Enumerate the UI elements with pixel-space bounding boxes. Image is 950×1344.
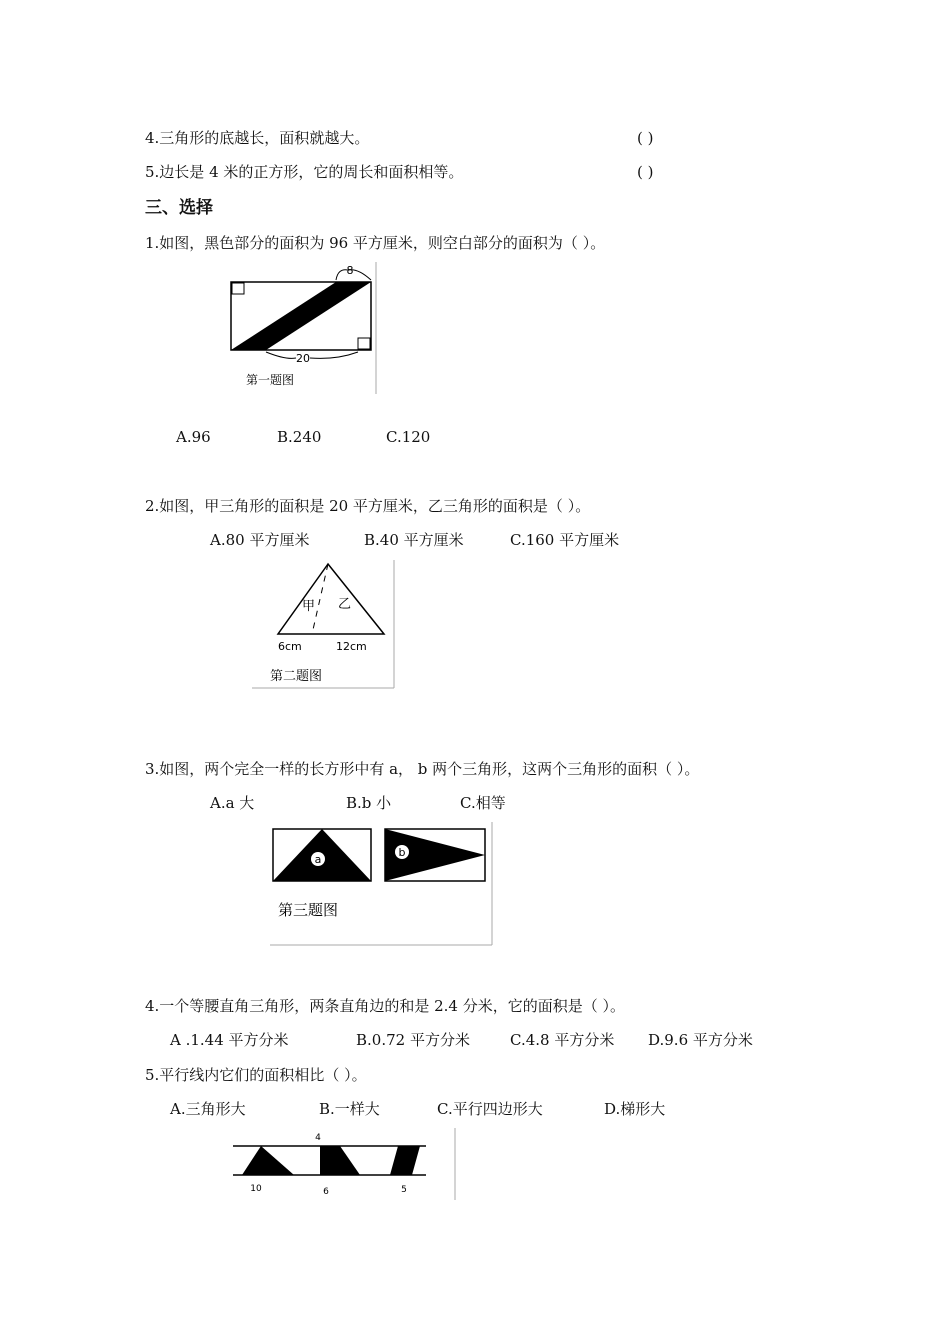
q5-stem: 5.平行线内它们的面积相比（ ）。 [145,1066,367,1084]
q2-option-c[interactable]: C.160 平方厘米 [510,531,620,549]
judgment-item-4-answer-blank[interactable]: ( ) [637,129,654,147]
q2-option-b[interactable]: B.40 平方厘米 [364,531,464,549]
q5-parallelogram-label: 5 [401,1185,407,1195]
q3-stem: 3.如图，两个完全一样的长方形中有 a， b 两个三角形，这两个三角形的面积（ ）。 [145,760,700,778]
q2-label-jia: 甲 [302,599,316,614]
q5-option-a[interactable]: A.三角形大 [170,1100,246,1118]
q5-triangle-label: 10 [250,1184,262,1194]
q3-option-a[interactable]: A.a 大 [210,794,255,812]
q5-triangle [242,1146,294,1175]
q1-top-label: 8 [346,264,354,277]
q3-option-b[interactable]: B.b 小 [346,794,392,812]
q4-option-d[interactable]: D.9.6 平方分米 [648,1031,753,1049]
q2-stem: 2.如图，甲三角形的面积是 20 平方厘米，乙三角形的面积是（ ）。 [145,497,591,515]
q3-figure [268,822,494,947]
q4-stem: 4.一个等腰直角三角形，两条直角边的和是 2.4 分米，它的面积是（ ）。 [145,997,625,1015]
judgment-item-5-answer-blank[interactable]: ( ) [637,163,654,181]
q1-figure-caption: 第一题图 [246,373,295,387]
judgment-item-4: 4.三角形的底越长，面积就越大。 [145,129,370,147]
judgment-item-5: 5.边长是 4 米的正方形，它的周长和面积相等。 [145,163,464,181]
q3-label-a: a [314,853,322,866]
q2-figure [250,560,396,690]
q2-right-base-label: 12cm [336,640,367,653]
q4-option-c[interactable]: C.4.8 平方分米 [510,1031,615,1049]
q1-bottom-brace [266,352,358,358]
q5-option-c[interactable]: C.平行四边形大 [437,1100,543,1118]
q5-trapezoid-label: 6 [323,1187,329,1197]
q3-option-c[interactable]: C.相等 [460,794,506,812]
q5-trapezoid [320,1146,360,1175]
q1-right-angle-mark-top [232,283,244,294]
q5-option-d[interactable]: D.梯形大 [604,1100,666,1118]
q2-figure-caption: 第二题图 [270,669,323,684]
q5-top-label: 4 [315,1133,321,1143]
q3-figure-caption: 第三题图 [278,901,339,919]
q1-option-a[interactable]: A.96 [176,428,211,446]
q1-bottom-label: 20 [296,352,310,365]
q4-option-b[interactable]: B.0.72 平方分米 [356,1031,470,1049]
q2-option-a[interactable]: A.80 平方厘米 [210,531,310,549]
q5-parallelogram [390,1146,420,1175]
section-heading-choice: 三、选择 [145,198,213,218]
q2-left-base-label: 6cm [278,640,302,653]
q1-figure [226,262,386,397]
q1-option-b[interactable]: B.240 [277,428,322,446]
q3-label-b: b [398,846,406,859]
q2-label-yi: 乙 [338,597,352,612]
q4-option-a[interactable]: A .1.44 平方分米 [170,1031,289,1049]
q1-option-c[interactable]: C.120 [386,428,431,446]
q1-stem: 1.如图，黑色部分的面积为 96 平方厘米，则空白部分的面积为（ ）。 [145,234,606,252]
q1-black-parallelogram [231,282,371,350]
q5-figure [230,1128,458,1202]
q1-top-brace [336,270,371,280]
q5-option-b[interactable]: B.一样大 [319,1100,380,1118]
q1-right-angle-mark-bottom [358,338,370,349]
q2-triangle [278,564,384,634]
